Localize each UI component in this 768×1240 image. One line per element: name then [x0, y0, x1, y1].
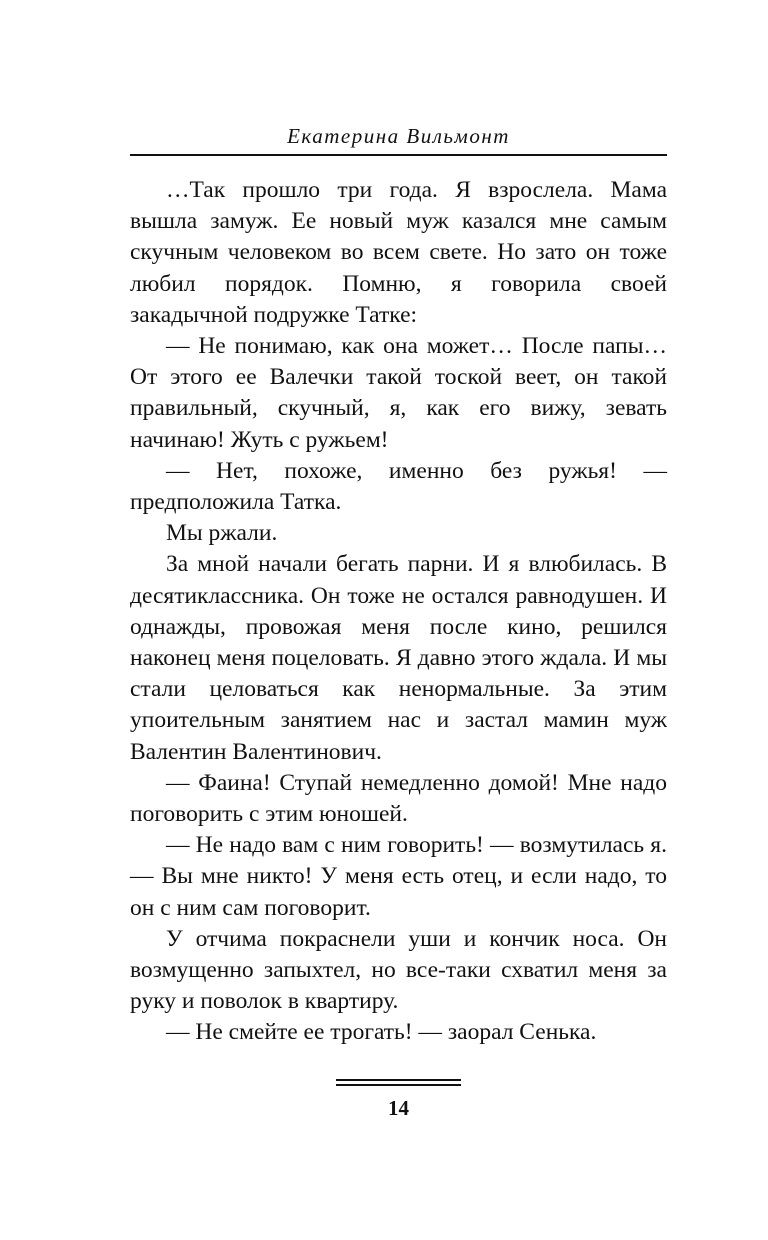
page-number: 14: [388, 1096, 409, 1120]
running-header-author: Екатерина Вильмонт: [287, 124, 510, 148]
paragraph-7: — Не надо вам с ним говорить! — возмутилась я. — Вы мне никто! У меня есть отец, и если надо, то он с ним сам поговорит.: [130, 832, 667, 921]
paragraph-2: — Не понимаю, как она может… После папы… От этого ее Валечки такой тоской веет, он такой правильный, скучный, я, как его вижу, зевать начинаю! Жуть с ружьем!: [130, 333, 667, 453]
paragraph-8: У отчима покраснели уши и кончик носа. Он возмущенно запыхтел, но все-таки схватил меня за руку и поволок в квартиру.: [130, 925, 667, 1015]
footer-rule-bottom: [336, 1084, 461, 1086]
paragraph-9: — Не смейте ее трогать! — заорал Сенька.: [166, 1019, 597, 1046]
footer-rule-top: [336, 1079, 461, 1081]
paragraph-4: Мы ржали.: [166, 520, 278, 547]
page-body: [130, 175, 667, 1049]
header-rule: [130, 154, 667, 156]
paragraph-3: — Нет, похоже, именно без ружья! — предположила Татка.: [130, 457, 667, 516]
paragraph-1: …Так прошло три года. Я взрослела. Мама вышла замуж. Ее новый муж казался мне самым скучным человеком во всем свете. Но зато он тоже любил порядок. Помню, я говорила своей закадычной подружке Татке:: [130, 177, 667, 328]
paragraph-6: — Фаина! Ступай немедленно домой! Мне надо поговорить с этим юношей.: [130, 769, 667, 828]
paragraph-5: За мной начали бегать парни. И я влюбилась. В десятиклассника. Он тоже не остался равнодушен. И однажды, провожая меня после кино, решился наконец меня поцеловать. Я давно этого ждала. И мы стали целоваться как ненормальные. За этим упоительным занятием нас и застал мамин муж Валентин Валентинович.: [130, 551, 667, 765]
